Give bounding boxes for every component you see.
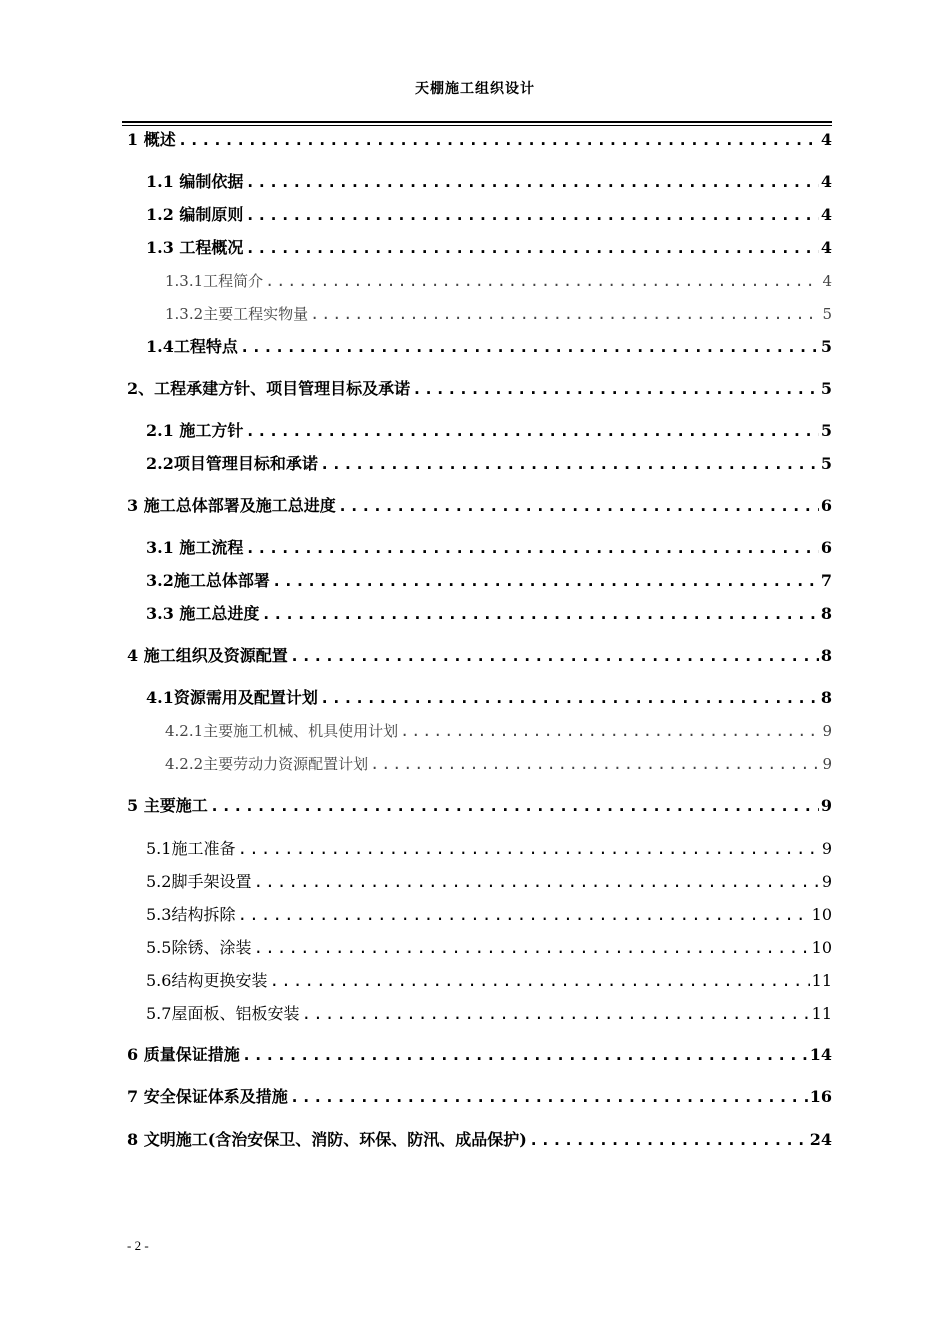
toc-entry-label: 2.1 施工方针 [146,421,244,440]
toc-entry-label: 5.2脚手架设置 [146,872,252,891]
toc-entry-page: 8 [820,688,832,707]
toc-entry-page: 6 [820,496,832,515]
toc-dot-leader [253,872,819,892]
toc-entry-page: 9 [821,872,832,891]
toc-entry-label: 1.3.2主要工程实物量 [165,305,309,323]
toc-dot-leader [310,304,820,324]
toc-dot-leader [269,971,809,991]
toc-entry-label: 5.1施工准备 [146,839,236,858]
toc-entry-page: 11 [811,1004,832,1023]
toc-dot-leader [261,604,818,624]
toc-entry-page: 4 [820,205,832,224]
toc-entry-label: 4.2.2主要劳动力资源配置计划 [165,755,369,773]
toc-entry-label: 3 施工总体部署及施工总进度 [127,496,336,515]
toc-entry-label: 1.1 编制依据 [146,172,244,191]
toc-entry-label: 5.6结构更换安装 [146,971,268,990]
toc-dot-leader [245,172,818,192]
toc-entry-label: 8 文明施工(含治安保卫、消防、环保、防汛、成品保护) [127,1130,527,1149]
toc-entry-label: 1.3 工程概况 [146,238,244,257]
toc-dot-leader [245,538,818,558]
toc-entry[interactable] [127,796,832,816]
toc-entry-page: 7 [820,571,832,590]
toc-entry-page: 9 [821,839,832,858]
toc-dot-leader [338,496,819,516]
toc-entry-page: 8 [820,604,832,623]
toc-entry[interactable] [146,454,832,474]
toc-entry[interactable] [146,688,832,708]
toc-entry[interactable] [146,971,832,991]
toc-dot-leader [237,839,819,859]
toc-entry[interactable] [146,1004,832,1024]
toc-entry-page: 14 [809,1045,832,1064]
toc-entry[interactable] [146,337,832,357]
toc-dot-leader [412,379,819,399]
toc-dot-leader [178,130,819,150]
toc-dot-leader [320,688,819,708]
toc-entry[interactable] [165,271,832,291]
toc-dot-leader [320,454,819,474]
toc-entry-label: 4 施工组织及资源配置 [127,646,288,665]
toc-entry[interactable] [127,379,832,399]
page-header-title: 天棚施工组织设计 [415,81,535,97]
toc-entry[interactable] [146,938,832,958]
toc-entry-page: 9 [820,796,832,815]
toc-entry-label: 1.2 编制原则 [146,205,244,224]
toc-dot-leader [237,905,809,925]
toc-dot-leader [242,1045,808,1065]
footer-page-number: - 2 - [127,1238,149,1253]
toc-dot-leader [272,571,819,591]
toc-entry[interactable] [165,304,832,324]
toc-dot-leader [301,1004,809,1024]
toc-dot-leader [290,1087,808,1107]
toc-entry[interactable] [146,604,832,624]
toc-entry-page: 10 [811,938,832,957]
toc-entry-label: 3.2施工总体部署 [146,571,270,590]
toc-entry-label: 1.4工程特点 [146,337,238,356]
toc-entry[interactable] [146,205,832,225]
toc-entry[interactable] [146,238,832,258]
toc-entry[interactable] [146,905,832,925]
toc-entry-page: 24 [809,1130,832,1149]
toc-entry[interactable] [146,538,832,558]
toc-entry-label: 5.5除锈、涂装 [146,938,252,957]
toc-entry[interactable] [127,130,832,150]
toc-entry-label: 3.1 施工流程 [146,538,244,557]
toc-entry-label: 4.1资源需用及配置计划 [146,688,318,707]
toc-dot-leader [245,238,818,258]
toc-entry[interactable] [127,1087,832,1107]
toc-entry-label: 2、工程承建方针、项目管理目标及承诺 [127,379,411,398]
toc-entry-page: 8 [820,646,832,665]
toc-entry-page: 5 [820,379,832,398]
toc-entry[interactable] [127,646,832,666]
toc-dot-leader [245,421,818,441]
toc-dot-leader [529,1130,808,1150]
toc-entry-page: 9 [822,755,832,773]
toc-entry-page: 5 [820,337,832,356]
toc-entry-page: 4 [820,130,832,149]
toc-entry-page: 16 [809,1087,832,1106]
toc-entry-page: 10 [811,905,832,924]
toc-entry[interactable] [165,721,832,741]
toc-entry[interactable] [127,1130,832,1150]
toc-entry-label: 3.3 施工总进度 [146,604,260,623]
toc-dot-leader [240,337,819,357]
toc-dot-leader [245,205,818,225]
toc-dot-leader [370,754,820,774]
toc-entry-page: 4 [822,272,832,290]
toc-entry[interactable] [127,496,832,516]
toc-entry-label: 2.2项目管理目标和承诺 [146,454,318,473]
toc-entry-page: 11 [811,971,832,990]
toc-entry-page: 5 [822,305,832,323]
toc-entry-label: 5 主要施工 [127,796,208,815]
toc-entry-label: 5.7屋面板、铝板安装 [146,1004,300,1023]
toc-entry-page: 4 [820,238,832,257]
toc-entry[interactable] [146,571,832,591]
toc-entry-label: 6 质量保证措施 [127,1045,240,1064]
toc-entry[interactable] [146,872,832,892]
toc-entry-label: 7 安全保证体系及措施 [127,1087,288,1106]
toc-entry-label: 4.2.1主要施工机械、机具使用计划 [165,722,399,740]
toc-entry-page: 5 [820,454,832,473]
toc-entry-label: 1.3.1工程简介 [165,272,264,290]
toc-entry[interactable] [165,754,832,774]
toc-entry-page: 4 [820,172,832,191]
toc-entry-label: 5.3结构拆除 [146,905,236,924]
toc-entry[interactable] [146,172,832,192]
toc-entry-page: 6 [820,538,832,557]
toc-entry[interactable] [127,1045,832,1065]
toc-dot-leader [265,271,820,291]
toc-entry[interactable] [146,421,832,441]
toc-dot-leader [210,796,819,816]
toc-entry[interactable] [146,839,832,859]
toc-entry-page: 9 [822,722,832,740]
toc-dot-leader [253,938,809,958]
toc-dot-leader [400,721,820,741]
toc-entry-page: 5 [820,421,832,440]
toc-dot-leader [290,646,819,666]
toc-entry-label: 1 概述 [127,130,176,149]
